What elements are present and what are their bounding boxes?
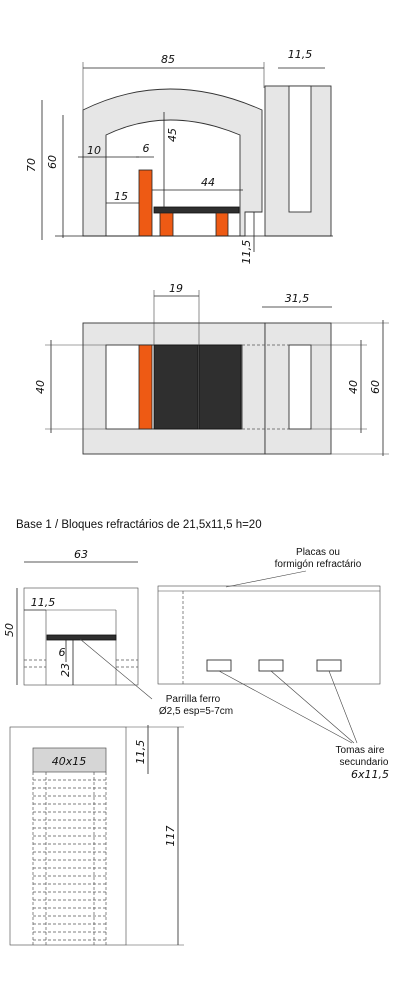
placas-label-1: Placas ou	[296, 547, 340, 558]
chimney-plan-flue	[289, 345, 311, 429]
plan-brick	[139, 345, 152, 429]
refractory-brick	[139, 170, 152, 236]
base-grate-bars	[33, 772, 106, 945]
top-plan	[34, 282, 389, 456]
tomas-leader-1	[219, 671, 352, 743]
dim-right-outer-label: 60	[369, 380, 382, 394]
grate-right	[199, 345, 241, 429]
base-side-view	[158, 586, 380, 684]
base-plan	[10, 725, 184, 945]
grill-leg-left	[160, 213, 173, 236]
dim-base-bar-label: 6	[58, 646, 66, 659]
dim-base-label: 11,5	[240, 239, 253, 265]
dim-height-inner-label: 60	[46, 155, 59, 169]
grill-leg-right	[216, 213, 228, 236]
dim-right-inner-label: 40	[347, 380, 360, 394]
dim-base-width-label: 63	[74, 548, 88, 561]
dim-grate-label: 19	[169, 282, 183, 295]
air-intake-1	[207, 660, 231, 671]
dim-chimney-label: 11,5	[287, 48, 313, 61]
dim-height-outer-label: 70	[25, 158, 38, 172]
placas-leader	[226, 571, 306, 587]
callouts	[80, 547, 389, 781]
tomas-label-2: secundario	[339, 757, 389, 768]
parrilla-label-2: Ø2,5 esp=5-7cm	[158, 706, 234, 717]
tomas-leader-2	[271, 671, 354, 743]
dim-chimney-plan-label: 31,5	[284, 292, 310, 305]
tomas-label-1: Tomas aire	[335, 745, 385, 756]
dim-base-height-label: 50	[3, 623, 16, 637]
base-section	[3, 548, 138, 685]
grate-left	[154, 345, 198, 429]
dim-grill-label: 44	[201, 176, 215, 189]
dim-left-label: 40	[34, 380, 47, 394]
front-elevation	[25, 48, 333, 264]
air-intake-3	[317, 660, 341, 671]
placas-label-2: formigón refractário	[274, 559, 362, 570]
dim-base-bar-h-label: 23	[59, 663, 72, 677]
dim-base-wall-label: 11,5	[30, 596, 56, 609]
dim-gap-label: 10	[87, 144, 101, 157]
dim-brick-w-label: 6	[142, 142, 150, 155]
dim-block-top-label: 11,5	[134, 739, 147, 765]
grill-top	[154, 207, 239, 213]
tomas-leader-3	[329, 671, 357, 743]
dim-width-label: 85	[161, 53, 175, 66]
dim-length-label: 117	[164, 825, 177, 847]
parrilla-label-1: Parrilla ferro	[165, 694, 221, 705]
base-grill-bar	[47, 635, 116, 640]
dim-arch-label: 45	[166, 128, 179, 142]
chimney-flue	[289, 86, 311, 212]
air-intake-2	[259, 660, 283, 671]
refractory-block-label: 40x15	[51, 755, 87, 768]
tomas-label-3: 6x11,5	[350, 768, 390, 781]
dim-brick-h-label: 15	[114, 190, 128, 203]
base-title: Base 1 / Bloques refractários de 21,5x11,5 h=20	[16, 519, 262, 531]
